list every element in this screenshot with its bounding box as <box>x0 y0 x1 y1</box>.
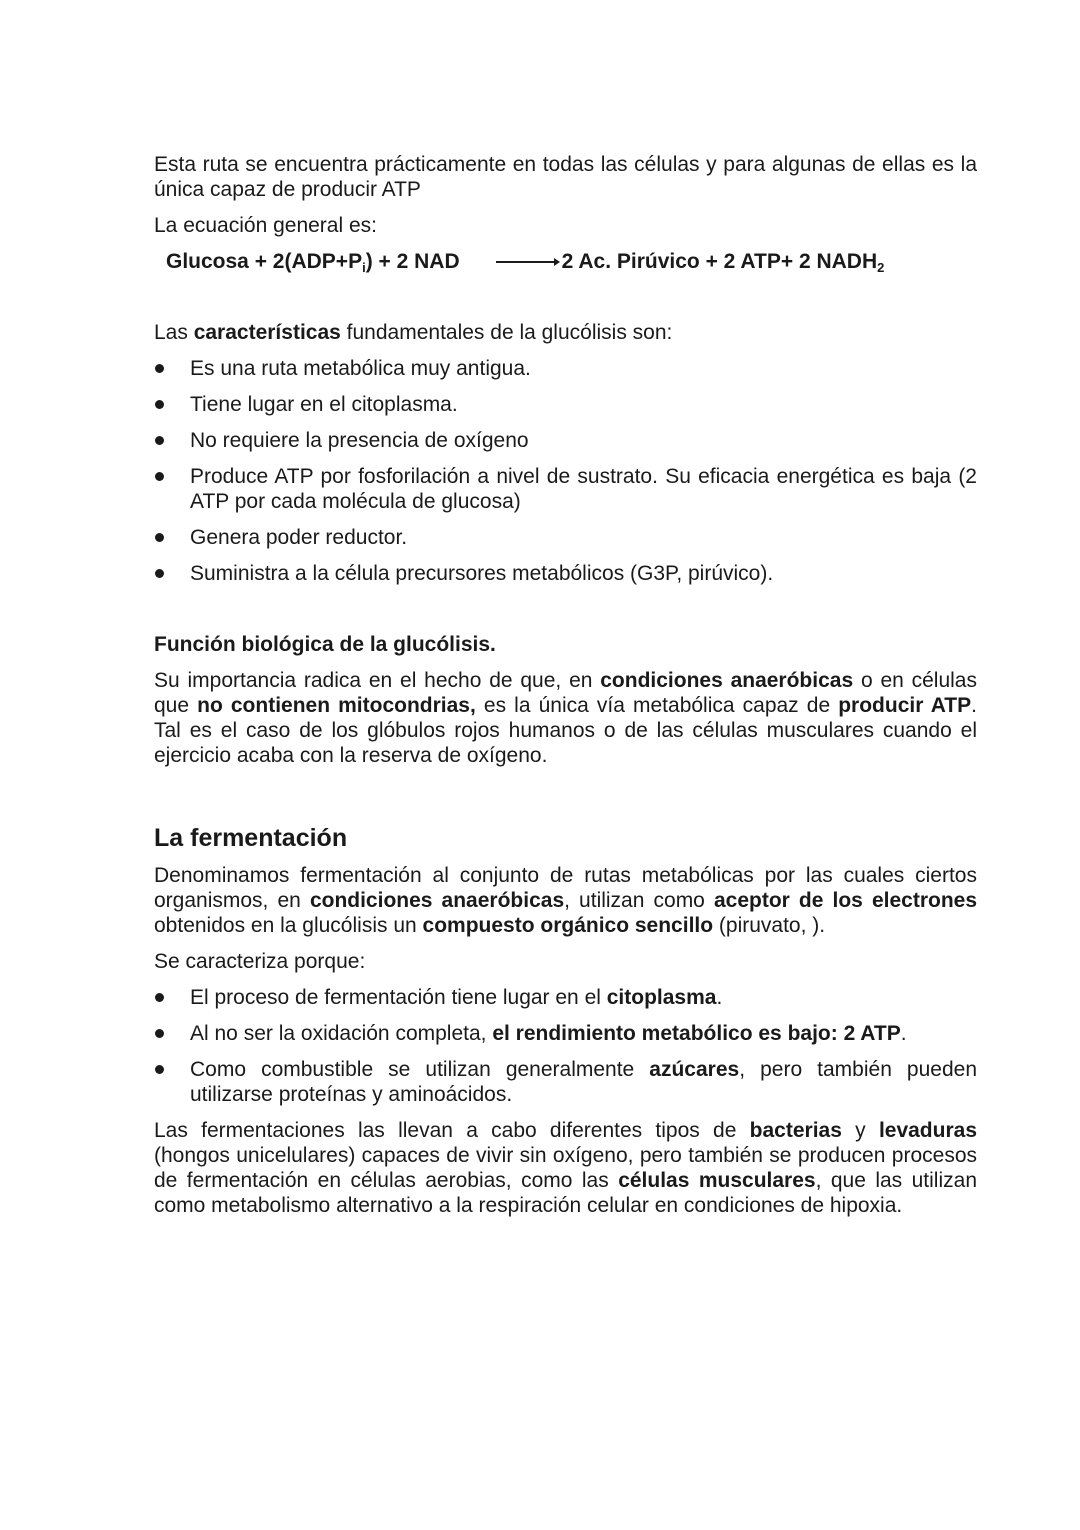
bullet-icon <box>155 400 164 409</box>
characteristics-lead: Las características fundamentales de la glucólisis son: <box>154 321 673 344</box>
bullet-icon <box>155 993 164 1002</box>
list-item: No requiere la presencia de oxígeno <box>154 428 977 453</box>
bullet-icon <box>155 1065 164 1074</box>
characteristics-list <box>154 356 977 586</box>
fermentation-definition: Denominamos fermentación al conjunto de rutas metabólicas por las cuales ciertos organismos, en condiciones anaeróbicas, utilizan como aceptor de los electrones obtenidos en la glucólisis un compuesto orgánico sencillo (piruvato, ). <box>154 864 978 937</box>
reaction-arrow-icon <box>496 261 558 263</box>
equation-reactants: $Glucosa + 2(ADP+P_i) + 2$ NAD <box>166 250 460 275</box>
list-item: El proceso de fermentación tiene lugar en el citoplasma. <box>154 985 977 1010</box>
bullet-icon <box>155 436 164 445</box>
glycolysis-equation <box>166 249 977 274</box>
bullet-icon <box>155 1029 164 1038</box>
list-item: Genera poder reductor. <box>154 525 977 550</box>
document-page <box>154 152 977 1218</box>
list-item: Como combustible se utilizan generalmente azúcares, pero también pueden utilizarse proteínas y aminoácidos. <box>154 1057 977 1107</box>
bullet-icon <box>155 472 164 481</box>
list-item: Es una ruta metabólica muy antigua. <box>154 356 977 381</box>
fermentation-list <box>154 985 977 1107</box>
list-item: Suministra a la célula precursores metabólicos (G3P, pirúvico). <box>154 561 977 586</box>
bullet-icon <box>155 569 164 578</box>
list-item: Al no ser la oxidación completa, el rendimiento metabólico es bajo: 2 ATP. <box>154 1021 977 1046</box>
bullet-icon <box>155 533 164 542</box>
fermentation-heading: La fermentación <box>154 824 348 852</box>
list-item: Produce ATP por fosforilación a nivel de sustrato. Su eficacia energética es baja (2 ATP por cada molécula de glucosa) <box>154 464 977 514</box>
equation-label: La ecuación general es: <box>154 214 377 237</box>
function-paragraph: Su importancia radica en el hecho de que, en condiciones anaeróbicas o en células que no contienen mitocondrias, es la única vía metabólica capaz de producir ATP. Tal es el caso de los glóbulos rojos humanos o de las células musculares cuando el ejercicio acaba con la reserva de oxígeno. <box>154 669 977 767</box>
bullet-icon <box>155 364 164 373</box>
fermentation-lead: Se caracteriza porque: <box>154 950 366 973</box>
fermentation-closing-paragraph: Las fermentaciones las llevan a cabo diferentes tipos de bacterias y levaduras (hongos unicelulares) capaces de vivir sin oxígeno, pero también se producen procesos de fermentación en células aerobias, como las células musculares, que las utilizan como metabolismo alternativo a la respiración celular en condiciones de hipoxia. <box>154 1119 977 1217</box>
function-heading: Función biológica de la glucólisis. <box>154 633 496 656</box>
list-item: Tiene lugar en el citoplasma. <box>154 392 977 417</box>
equation-products: 2 Ac. Pirúvico + 2 ATP+ 2 $NADH_2$ <box>561 250 885 275</box>
intro-paragraph: Esta ruta se encuentra prácticamente en todas las células y para algunas de ellas es la única capaz de producir ATP <box>154 153 977 201</box>
